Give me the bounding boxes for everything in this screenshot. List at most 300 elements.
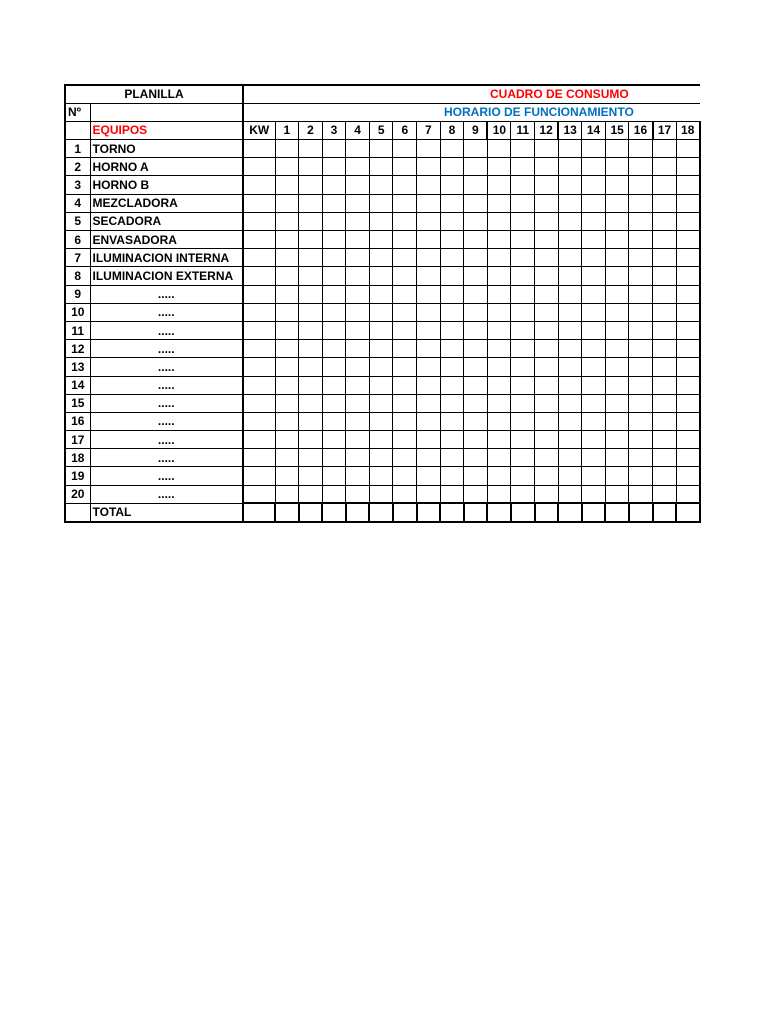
hour-cell[interactable] (605, 467, 629, 485)
hour-cell[interactable] (275, 394, 299, 412)
hour-cell[interactable] (440, 394, 464, 412)
hour-cell[interactable] (369, 303, 393, 321)
kw-cell[interactable] (243, 376, 275, 394)
kw-cell[interactable] (243, 485, 275, 503)
hour-cell[interactable] (440, 140, 464, 158)
hour-cell[interactable] (440, 449, 464, 467)
hour-cell[interactable] (393, 267, 417, 285)
hour-cell[interactable] (582, 412, 606, 430)
hour-cell[interactable] (369, 467, 393, 485)
hour-cell[interactable] (676, 267, 700, 285)
hour-cell[interactable] (558, 467, 582, 485)
hour-cell[interactable] (535, 176, 559, 194)
hour-cell[interactable] (322, 303, 346, 321)
hour-cell[interactable] (558, 231, 582, 249)
hour-cell[interactable] (322, 340, 346, 358)
hour-cell[interactable] (629, 267, 653, 285)
hour-cell[interactable] (369, 485, 393, 503)
total-hour-cell[interactable] (676, 503, 700, 521)
hour-cell[interactable] (653, 303, 677, 321)
hour-cell[interactable] (393, 194, 417, 212)
hour-cell[interactable] (275, 449, 299, 467)
hour-cell[interactable] (417, 412, 441, 430)
hour-cell[interactable] (275, 212, 299, 230)
hour-cell[interactable] (346, 249, 370, 267)
hour-cell[interactable] (558, 394, 582, 412)
hour-cell[interactable] (535, 431, 559, 449)
hour-cell[interactable] (299, 267, 323, 285)
hour-cell[interactable] (605, 321, 629, 339)
hour-cell[interactable] (275, 249, 299, 267)
hour-cell[interactable] (487, 285, 511, 303)
hour-cell[interactable] (464, 194, 488, 212)
hour-cell[interactable] (629, 449, 653, 467)
hour-cell[interactable] (676, 303, 700, 321)
hour-cell[interactable] (558, 249, 582, 267)
hour-cell[interactable] (464, 340, 488, 358)
hour-cell[interactable] (369, 412, 393, 430)
hour-cell[interactable] (487, 176, 511, 194)
kw-cell[interactable] (243, 303, 275, 321)
hour-cell[interactable] (275, 321, 299, 339)
hour-cell[interactable] (511, 340, 535, 358)
hour-cell[interactable] (440, 267, 464, 285)
hour-cell[interactable] (487, 249, 511, 267)
hour-cell[interactable] (322, 249, 346, 267)
hour-cell[interactable] (629, 394, 653, 412)
hour-cell[interactable] (369, 431, 393, 449)
total-hour-cell[interactable] (511, 503, 535, 521)
hour-cell[interactable] (582, 376, 606, 394)
hour-cell[interactable] (299, 212, 323, 230)
hour-cell[interactable] (393, 431, 417, 449)
hour-cell[interactable] (464, 231, 488, 249)
hour-cell[interactable] (558, 449, 582, 467)
hour-cell[interactable] (558, 485, 582, 503)
hour-cell[interactable] (464, 249, 488, 267)
hour-cell[interactable] (322, 321, 346, 339)
hour-cell[interactable] (464, 158, 488, 176)
hour-cell[interactable] (322, 412, 346, 430)
kw-cell[interactable] (243, 194, 275, 212)
hour-cell[interactable] (653, 267, 677, 285)
hour-cell[interactable] (558, 140, 582, 158)
hour-cell[interactable] (629, 140, 653, 158)
hour-cell[interactable] (393, 212, 417, 230)
kw-cell[interactable] (243, 158, 275, 176)
hour-cell[interactable] (393, 467, 417, 485)
hour-cell[interactable] (605, 194, 629, 212)
total-hour-cell[interactable] (629, 503, 653, 521)
kw-cell[interactable] (243, 285, 275, 303)
hour-cell[interactable] (605, 394, 629, 412)
hour-cell[interactable] (535, 340, 559, 358)
hour-cell[interactable] (629, 194, 653, 212)
hour-cell[interactable] (511, 412, 535, 430)
hour-cell[interactable] (299, 303, 323, 321)
total-hour-cell[interactable] (440, 503, 464, 521)
hour-cell[interactable] (440, 212, 464, 230)
hour-cell[interactable] (487, 194, 511, 212)
hour-cell[interactable] (653, 231, 677, 249)
hour-cell[interactable] (369, 358, 393, 376)
hour-cell[interactable] (605, 358, 629, 376)
hour-cell[interactable] (393, 340, 417, 358)
hour-cell[interactable] (582, 194, 606, 212)
hour-cell[interactable] (322, 194, 346, 212)
hour-cell[interactable] (487, 394, 511, 412)
hour-cell[interactable] (605, 249, 629, 267)
hour-cell[interactable] (393, 321, 417, 339)
hour-cell[interactable] (629, 376, 653, 394)
hour-cell[interactable] (558, 340, 582, 358)
hour-cell[interactable] (653, 449, 677, 467)
hour-cell[interactable] (582, 485, 606, 503)
hour-cell[interactable] (487, 140, 511, 158)
hour-cell[interactable] (629, 176, 653, 194)
hour-cell[interactable] (369, 231, 393, 249)
hour-cell[interactable] (582, 321, 606, 339)
hour-cell[interactable] (676, 485, 700, 503)
hour-cell[interactable] (653, 467, 677, 485)
hour-cell[interactable] (346, 340, 370, 358)
hour-cell[interactable] (487, 303, 511, 321)
hour-cell[interactable] (629, 467, 653, 485)
hour-cell[interactable] (346, 231, 370, 249)
hour-cell[interactable] (275, 467, 299, 485)
hour-cell[interactable] (275, 303, 299, 321)
hour-cell[interactable] (629, 285, 653, 303)
hour-cell[interactable] (487, 267, 511, 285)
hour-cell[interactable] (558, 267, 582, 285)
hour-cell[interactable] (322, 285, 346, 303)
hour-cell[interactable] (605, 231, 629, 249)
hour-cell[interactable] (322, 449, 346, 467)
total-hour-cell[interactable] (582, 503, 606, 521)
hour-cell[interactable] (511, 212, 535, 230)
hour-cell[interactable] (605, 449, 629, 467)
hour-cell[interactable] (464, 267, 488, 285)
hour-cell[interactable] (535, 394, 559, 412)
hour-cell[interactable] (582, 431, 606, 449)
hour-cell[interactable] (605, 376, 629, 394)
hour-cell[interactable] (417, 249, 441, 267)
hour-cell[interactable] (511, 267, 535, 285)
hour-cell[interactable] (417, 376, 441, 394)
hour-cell[interactable] (299, 140, 323, 158)
hour-cell[interactable] (322, 231, 346, 249)
hour-cell[interactable] (558, 158, 582, 176)
hour-cell[interactable] (275, 285, 299, 303)
hour-cell[interactable] (535, 412, 559, 430)
hour-cell[interactable] (346, 467, 370, 485)
hour-cell[interactable] (629, 321, 653, 339)
hour-cell[interactable] (440, 376, 464, 394)
hour-cell[interactable] (393, 176, 417, 194)
hour-cell[interactable] (653, 176, 677, 194)
hour-cell[interactable] (582, 267, 606, 285)
hour-cell[interactable] (346, 321, 370, 339)
kw-cell[interactable] (243, 267, 275, 285)
hour-cell[interactable] (605, 267, 629, 285)
hour-cell[interactable] (369, 194, 393, 212)
total-hour-cell[interactable] (322, 503, 346, 521)
hour-cell[interactable] (511, 321, 535, 339)
hour-cell[interactable] (676, 176, 700, 194)
hour-cell[interactable] (369, 267, 393, 285)
hour-cell[interactable] (322, 376, 346, 394)
hour-cell[interactable] (511, 358, 535, 376)
hour-cell[interactable] (605, 431, 629, 449)
hour-cell[interactable] (417, 267, 441, 285)
hour-cell[interactable] (464, 394, 488, 412)
hour-cell[interactable] (417, 431, 441, 449)
hour-cell[interactable] (275, 194, 299, 212)
hour-cell[interactable] (535, 249, 559, 267)
hour-cell[interactable] (535, 376, 559, 394)
hour-cell[interactable] (653, 340, 677, 358)
hour-cell[interactable] (346, 267, 370, 285)
kw-cell[interactable] (243, 212, 275, 230)
hour-cell[interactable] (275, 158, 299, 176)
hour-cell[interactable] (676, 376, 700, 394)
hour-cell[interactable] (346, 376, 370, 394)
hour-cell[interactable] (535, 158, 559, 176)
hour-cell[interactable] (676, 140, 700, 158)
hour-cell[interactable] (605, 285, 629, 303)
hour-cell[interactable] (511, 394, 535, 412)
hour-cell[interactable] (322, 431, 346, 449)
hour-cell[interactable] (558, 212, 582, 230)
hour-cell[interactable] (487, 412, 511, 430)
hour-cell[interactable] (417, 194, 441, 212)
hour-cell[interactable] (487, 449, 511, 467)
hour-cell[interactable] (582, 158, 606, 176)
hour-cell[interactable] (676, 394, 700, 412)
hour-cell[interactable] (299, 449, 323, 467)
hour-cell[interactable] (511, 449, 535, 467)
hour-cell[interactable] (629, 358, 653, 376)
hour-cell[interactable] (393, 303, 417, 321)
hour-cell[interactable] (299, 194, 323, 212)
hour-cell[interactable] (464, 176, 488, 194)
hour-cell[interactable] (393, 358, 417, 376)
kw-cell[interactable] (243, 431, 275, 449)
hour-cell[interactable] (346, 303, 370, 321)
hour-cell[interactable] (582, 212, 606, 230)
hour-cell[interactable] (346, 212, 370, 230)
hour-cell[interactable] (346, 412, 370, 430)
hour-cell[interactable] (511, 285, 535, 303)
hour-cell[interactable] (275, 340, 299, 358)
hour-cell[interactable] (369, 249, 393, 267)
hour-cell[interactable] (535, 449, 559, 467)
hour-cell[interactable] (676, 467, 700, 485)
total-hour-cell[interactable] (393, 503, 417, 521)
hour-cell[interactable] (322, 140, 346, 158)
hour-cell[interactable] (440, 485, 464, 503)
hour-cell[interactable] (393, 412, 417, 430)
hour-cell[interactable] (393, 485, 417, 503)
kw-cell[interactable] (243, 394, 275, 412)
hour-cell[interactable] (440, 285, 464, 303)
hour-cell[interactable] (275, 431, 299, 449)
hour-cell[interactable] (487, 467, 511, 485)
hour-cell[interactable] (369, 394, 393, 412)
hour-cell[interactable] (629, 412, 653, 430)
hour-cell[interactable] (511, 376, 535, 394)
hour-cell[interactable] (535, 194, 559, 212)
hour-cell[interactable] (346, 485, 370, 503)
hour-cell[interactable] (676, 158, 700, 176)
kw-cell[interactable] (243, 249, 275, 267)
hour-cell[interactable] (369, 376, 393, 394)
hour-cell[interactable] (464, 140, 488, 158)
hour-cell[interactable] (535, 321, 559, 339)
hour-cell[interactable] (275, 140, 299, 158)
hour-cell[interactable] (440, 194, 464, 212)
hour-cell[interactable] (299, 231, 323, 249)
hour-cell[interactable] (464, 376, 488, 394)
hour-cell[interactable] (558, 303, 582, 321)
total-hour-cell[interactable] (299, 503, 323, 521)
hour-cell[interactable] (582, 449, 606, 467)
hour-cell[interactable] (605, 212, 629, 230)
hour-cell[interactable] (440, 176, 464, 194)
hour-cell[interactable] (676, 321, 700, 339)
kw-cell[interactable] (243, 358, 275, 376)
hour-cell[interactable] (629, 340, 653, 358)
hour-cell[interactable] (676, 412, 700, 430)
hour-cell[interactable] (299, 285, 323, 303)
hour-cell[interactable] (676, 285, 700, 303)
hour-cell[interactable] (440, 467, 464, 485)
hour-cell[interactable] (440, 358, 464, 376)
hour-cell[interactable] (511, 485, 535, 503)
hour-cell[interactable] (346, 358, 370, 376)
hour-cell[interactable] (369, 140, 393, 158)
hour-cell[interactable] (322, 158, 346, 176)
kw-cell[interactable] (243, 231, 275, 249)
hour-cell[interactable] (464, 321, 488, 339)
hour-cell[interactable] (417, 449, 441, 467)
hour-cell[interactable] (535, 285, 559, 303)
total-hour-cell[interactable] (275, 503, 299, 521)
hour-cell[interactable] (558, 376, 582, 394)
hour-cell[interactable] (653, 376, 677, 394)
kw-cell[interactable] (243, 140, 275, 158)
hour-cell[interactable] (511, 249, 535, 267)
hour-cell[interactable] (535, 358, 559, 376)
hour-cell[interactable] (417, 140, 441, 158)
hour-cell[interactable] (322, 176, 346, 194)
hour-cell[interactable] (558, 321, 582, 339)
total-hour-cell[interactable] (346, 503, 370, 521)
hour-cell[interactable] (417, 321, 441, 339)
hour-cell[interactable] (275, 485, 299, 503)
total-hour-cell[interactable] (487, 503, 511, 521)
hour-cell[interactable] (299, 176, 323, 194)
hour-cell[interactable] (487, 158, 511, 176)
hour-cell[interactable] (464, 412, 488, 430)
hour-cell[interactable] (346, 431, 370, 449)
hour-cell[interactable] (417, 303, 441, 321)
hour-cell[interactable] (464, 449, 488, 467)
hour-cell[interactable] (346, 140, 370, 158)
hour-cell[interactable] (417, 467, 441, 485)
hour-cell[interactable] (299, 431, 323, 449)
hour-cell[interactable] (440, 249, 464, 267)
total-hour-cell[interactable] (464, 503, 488, 521)
hour-cell[interactable] (582, 176, 606, 194)
hour-cell[interactable] (653, 485, 677, 503)
hour-cell[interactable] (440, 321, 464, 339)
hour-cell[interactable] (417, 231, 441, 249)
hour-cell[interactable] (629, 249, 653, 267)
hour-cell[interactable] (653, 158, 677, 176)
hour-cell[interactable] (464, 303, 488, 321)
hour-cell[interactable] (417, 394, 441, 412)
hour-cell[interactable] (440, 431, 464, 449)
hour-cell[interactable] (535, 467, 559, 485)
hour-cell[interactable] (582, 394, 606, 412)
hour-cell[interactable] (369, 285, 393, 303)
hour-cell[interactable] (322, 467, 346, 485)
kw-cell[interactable] (243, 176, 275, 194)
hour-cell[interactable] (558, 194, 582, 212)
hour-cell[interactable] (440, 303, 464, 321)
hour-cell[interactable] (511, 431, 535, 449)
hour-cell[interactable] (346, 158, 370, 176)
hour-cell[interactable] (535, 303, 559, 321)
hour-cell[interactable] (605, 340, 629, 358)
hour-cell[interactable] (299, 485, 323, 503)
total-hour-cell[interactable] (417, 503, 441, 521)
hour-cell[interactable] (582, 249, 606, 267)
hour-cell[interactable] (464, 212, 488, 230)
hour-cell[interactable] (605, 158, 629, 176)
hour-cell[interactable] (653, 249, 677, 267)
hour-cell[interactable] (440, 340, 464, 358)
hour-cell[interactable] (322, 485, 346, 503)
hour-cell[interactable] (535, 485, 559, 503)
hour-cell[interactable] (653, 394, 677, 412)
hour-cell[interactable] (629, 158, 653, 176)
hour-cell[interactable] (464, 285, 488, 303)
hour-cell[interactable] (275, 267, 299, 285)
hour-cell[interactable] (511, 194, 535, 212)
hour-cell[interactable] (299, 467, 323, 485)
hour-cell[interactable] (299, 358, 323, 376)
hour-cell[interactable] (464, 467, 488, 485)
hour-cell[interactable] (464, 485, 488, 503)
hour-cell[interactable] (653, 194, 677, 212)
hour-cell[interactable] (299, 394, 323, 412)
hour-cell[interactable] (605, 485, 629, 503)
hour-cell[interactable] (535, 231, 559, 249)
hour-cell[interactable] (558, 176, 582, 194)
hour-cell[interactable] (417, 485, 441, 503)
hour-cell[interactable] (487, 212, 511, 230)
hour-cell[interactable] (417, 285, 441, 303)
hour-cell[interactable] (322, 267, 346, 285)
hour-cell[interactable] (676, 358, 700, 376)
hour-cell[interactable] (582, 467, 606, 485)
total-hour-cell[interactable] (605, 503, 629, 521)
hour-cell[interactable] (582, 340, 606, 358)
hour-cell[interactable] (369, 449, 393, 467)
hour-cell[interactable] (487, 358, 511, 376)
